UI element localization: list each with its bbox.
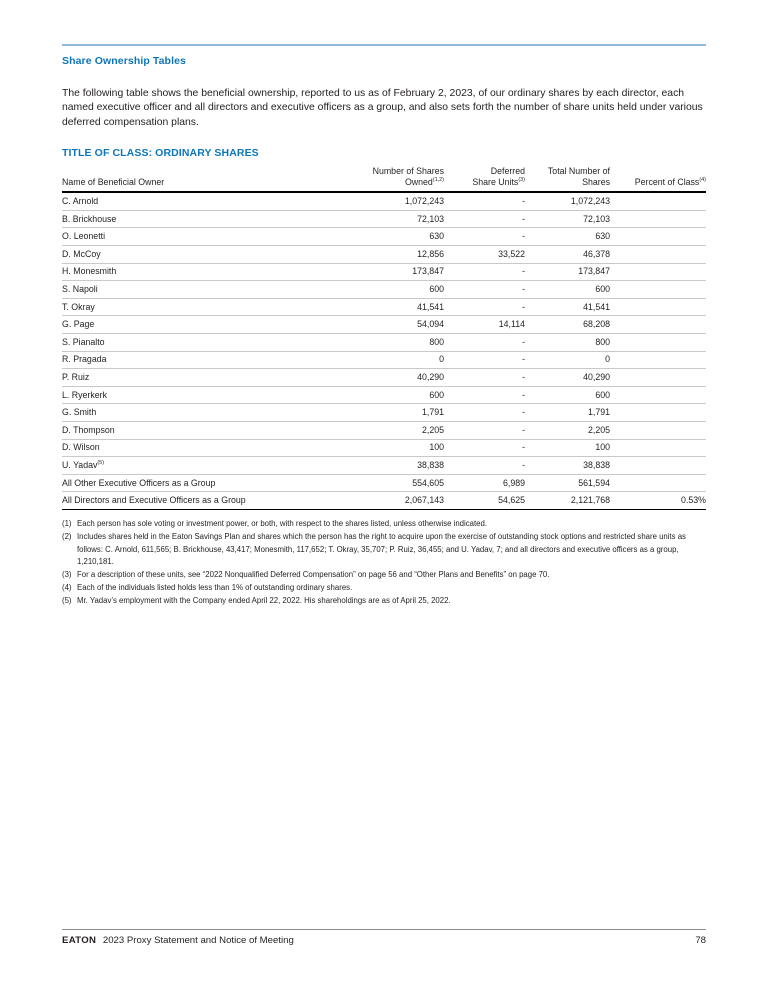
total-shares-cell: 72,103 — [525, 210, 610, 228]
footnote-ref: (4) — [699, 177, 706, 184]
deferred-units-cell: - — [444, 210, 525, 228]
footnote-text: For a description of these units, see “2022 Nonqualified Deferred Compensation” on page 56 and “Other Plans and Benefits” on page 70. — [77, 570, 550, 580]
shares-owned-cell: 0 — [342, 351, 444, 369]
footnote — [62, 595, 706, 608]
column-header-deferred-units — [444, 166, 525, 192]
shares-owned-cell: 630 — [342, 228, 444, 246]
shares-owned-cell: 40,290 — [342, 369, 444, 387]
shares-owned-cell: 1,791 — [342, 404, 444, 422]
deferred-units-cell: - — [444, 404, 525, 422]
footnote-text: Each of the individuals listed holds less than 1% of outstanding ordinary shares. — [77, 582, 353, 592]
table-row — [62, 281, 706, 299]
percent-class-cell — [610, 246, 706, 264]
page-number: 78 — [695, 935, 706, 946]
footnote — [62, 531, 706, 569]
page-footer — [62, 929, 706, 946]
column-header-total-line2: Shares — [582, 177, 610, 188]
percent-class-cell — [610, 281, 706, 299]
table-row — [62, 386, 706, 404]
owner-name-cell — [62, 228, 342, 246]
table-row — [62, 298, 706, 316]
percent-class-cell — [610, 334, 706, 352]
shares-owned-cell: 173,847 — [342, 263, 444, 281]
deferred-units-cell: - — [444, 457, 525, 475]
total-shares-cell: 1,072,243 — [525, 192, 610, 210]
total-shares-cell: 800 — [525, 334, 610, 352]
shares-owned-cell: 1,072,243 — [342, 192, 444, 210]
deferred-units-cell: - — [444, 298, 525, 316]
owner-name-cell — [62, 281, 342, 299]
total-shares-cell: 600 — [525, 281, 610, 299]
column-header-total-line1: Total Number of — [547, 166, 610, 177]
deferred-units-cell: - — [444, 369, 525, 387]
total-shares-cell: 2,205 — [525, 422, 610, 440]
owner-name: G. Page — [62, 319, 95, 330]
table-row — [62, 246, 706, 264]
total-shares-cell: 68,208 — [525, 316, 610, 334]
deferred-units-cell: 6,989 — [444, 474, 525, 492]
owner-name: H. Monesmith — [62, 266, 117, 277]
percent-class-cell — [610, 457, 706, 475]
owner-name: R. Pragada — [62, 354, 107, 365]
total-shares-cell: 600 — [525, 386, 610, 404]
owner-name: P. Ruiz — [62, 372, 90, 383]
table-row — [62, 334, 706, 352]
footnote-text: Mr. Yadav’s employment with the Company ended April 22, 2022. His shareholdings are as of April 25, 2022. — [77, 595, 451, 605]
owner-name-cell — [62, 404, 342, 422]
top-divider-rule — [62, 44, 706, 46]
shares-owned-cell: 41,541 — [342, 298, 444, 316]
brand-wordmark: EATON — [62, 935, 97, 946]
percent-class-cell — [610, 386, 706, 404]
shares-owned-cell: 54,094 — [342, 316, 444, 334]
owner-name: C. Arnold — [62, 196, 99, 207]
owner-name-cell — [62, 334, 342, 352]
owner-name: All Other Executive Officers as a Group — [62, 477, 216, 488]
intro-paragraph: The following table shows the beneficial ownership, reported to us as of February 2, 2023, of our ordinary shares by each director, each named executive officer and all directors and executive officers as a group, and also sets forth the number of share units held under various deferred compensation plans. — [62, 87, 703, 128]
shares-owned-cell: 800 — [342, 334, 444, 352]
column-header-deferred-line1: Deferred — [490, 166, 525, 177]
owner-name-cell — [62, 369, 342, 387]
percent-class-cell: 0.53% — [610, 492, 706, 510]
total-shares-cell: 100 — [525, 439, 610, 457]
table-row — [62, 192, 706, 210]
footnote — [62, 518, 706, 531]
footnote — [62, 569, 706, 582]
percent-class-cell — [610, 263, 706, 281]
deferred-units-cell: - — [444, 351, 525, 369]
percent-class-cell — [610, 404, 706, 422]
deferred-units-cell: - — [444, 228, 525, 246]
owner-name-cell — [62, 386, 342, 404]
owner-name: T. Okray — [62, 301, 95, 312]
footnote-ref: (1,2) — [432, 177, 444, 184]
total-shares-cell: 630 — [525, 228, 610, 246]
deferred-units-cell: - — [444, 281, 525, 299]
percent-class-cell — [610, 298, 706, 316]
total-shares-cell: 40,290 — [525, 369, 610, 387]
shares-owned-cell: 600 — [342, 281, 444, 299]
table-row — [62, 492, 706, 510]
owner-name: All Directors and Executive Officers as a Group — [62, 495, 246, 506]
footnote-ref: (3) — [518, 177, 525, 184]
percent-class-cell — [610, 228, 706, 246]
deferred-units-cell: - — [444, 192, 525, 210]
deferred-units-cell: 14,114 — [444, 316, 525, 334]
shares-owned-cell: 72,103 — [342, 210, 444, 228]
owner-name-cell — [62, 457, 342, 475]
owner-name-cell — [62, 492, 342, 510]
deferred-units-cell: 54,625 — [444, 492, 525, 510]
table-row — [62, 316, 706, 334]
table-row — [62, 351, 706, 369]
footnote-marker: (3) — [62, 570, 72, 580]
column-header-total-shares — [525, 166, 610, 192]
share-ownership-table — [62, 166, 706, 510]
owner-name-cell — [62, 439, 342, 457]
percent-class-cell — [610, 474, 706, 492]
table-row — [62, 369, 706, 387]
footnotes — [62, 518, 706, 608]
table-title: TITLE OF CLASS: ORDINARY SHARES — [62, 147, 259, 160]
ownership-table-body — [62, 192, 706, 509]
owner-name: O. Leonetti — [62, 231, 106, 242]
table-row — [62, 404, 706, 422]
owner-name: B. Brickhouse — [62, 213, 117, 224]
percent-class-cell — [610, 351, 706, 369]
column-header-owned-line2: Owned — [404, 177, 433, 188]
footnote-ref: (5) — [97, 460, 105, 467]
shares-owned-cell: 600 — [342, 386, 444, 404]
owner-name-cell — [62, 351, 342, 369]
owner-name-cell — [62, 474, 342, 492]
total-shares-cell: 2,121,768 — [525, 492, 610, 510]
owner-name: D. McCoy — [62, 248, 101, 259]
owner-name-cell — [62, 263, 342, 281]
column-header-name — [62, 166, 342, 192]
shares-owned-cell: 2,067,143 — [342, 492, 444, 510]
owner-name-cell — [62, 422, 342, 440]
total-shares-cell: 41,541 — [525, 298, 610, 316]
percent-class-cell — [610, 192, 706, 210]
column-header-shares-owned — [342, 166, 444, 192]
percent-class-cell — [610, 316, 706, 334]
deferred-units-cell: 33,522 — [444, 246, 525, 264]
footer-document-title: 2023 Proxy Statement and Notice of Meeting — [102, 935, 294, 946]
percent-class-cell — [610, 439, 706, 457]
table-header-row — [62, 166, 706, 192]
owner-name: S. Pianalto — [62, 336, 105, 347]
owner-name: G. Smith — [62, 407, 97, 418]
shares-owned-cell: 554,605 — [342, 474, 444, 492]
owner-name-cell — [62, 210, 342, 228]
owner-name-cell — [62, 192, 342, 210]
shares-owned-cell: 12,856 — [342, 246, 444, 264]
owner-name: S. Napoli — [62, 284, 98, 295]
deferred-units-cell: - — [444, 334, 525, 352]
percent-class-cell — [610, 210, 706, 228]
section-heading: Share Ownership Tables — [62, 54, 186, 67]
table-row — [62, 210, 706, 228]
column-header-owned-line1: Number of Shares — [372, 166, 444, 177]
footnote-marker: (2) — [62, 531, 72, 541]
deferred-units-cell: - — [444, 422, 525, 440]
table-row — [62, 474, 706, 492]
total-shares-cell: 561,594 — [525, 474, 610, 492]
owner-name: D. Wilson — [62, 442, 100, 453]
shares-owned-cell: 38,838 — [342, 457, 444, 475]
owner-name: L. Ryerkerk — [62, 389, 107, 400]
total-shares-cell: 173,847 — [525, 263, 610, 281]
total-shares-cell: 0 — [525, 351, 610, 369]
column-header-percent-class — [610, 166, 706, 192]
shares-owned-cell: 2,205 — [342, 422, 444, 440]
owner-name: U. Yadav — [62, 459, 98, 470]
owner-name-cell — [62, 298, 342, 316]
footer-title — [62, 935, 294, 946]
deferred-units-cell: - — [444, 386, 525, 404]
table-row — [62, 422, 706, 440]
table-header — [62, 166, 706, 192]
percent-class-cell — [610, 369, 706, 387]
total-shares-cell: 38,838 — [525, 457, 610, 475]
footnote-marker: (4) — [62, 582, 72, 592]
column-header-percent-label: Percent of Class — [634, 177, 700, 188]
table-row — [62, 439, 706, 457]
footnote-text: Each person has sole voting or investment power, or both, with respect to the shares listed, unless otherwise indicated. — [77, 518, 487, 528]
deferred-units-cell: - — [444, 439, 525, 457]
footnote-marker: (1) — [62, 518, 72, 528]
owner-name-cell — [62, 246, 342, 264]
deferred-units-cell: - — [444, 263, 525, 281]
owner-name-cell — [62, 316, 342, 334]
column-header-deferred-line2: Share Units — [472, 177, 519, 188]
owner-name: D. Thompson — [62, 424, 115, 435]
footnote-marker: (5) — [62, 595, 72, 605]
percent-class-cell — [610, 422, 706, 440]
table-row — [62, 457, 706, 475]
footnote-text: Includes shares held in the Eaton Savings Plan and shares which the person has the right to acquire upon the exercise of outstanding stock options and restricted share units as follows: C. Arnold, 611,565; B. Brickhouse, 43,417; Monesmith, 117,652; T. Okray, 35,707; P. Ruiz, 36,455; and U. Yadav, 7; and all directors and executive officers as a group, 1,210,181. — [77, 531, 686, 567]
table-row — [62, 228, 706, 246]
page-content — [62, 0, 706, 608]
total-shares-cell: 46,378 — [525, 246, 610, 264]
total-shares-cell: 1,791 — [525, 404, 610, 422]
shares-owned-cell: 100 — [342, 439, 444, 457]
footnote — [62, 582, 706, 595]
table-row — [62, 263, 706, 281]
column-header-name-label: Name of Beneficial Owner — [62, 177, 165, 188]
